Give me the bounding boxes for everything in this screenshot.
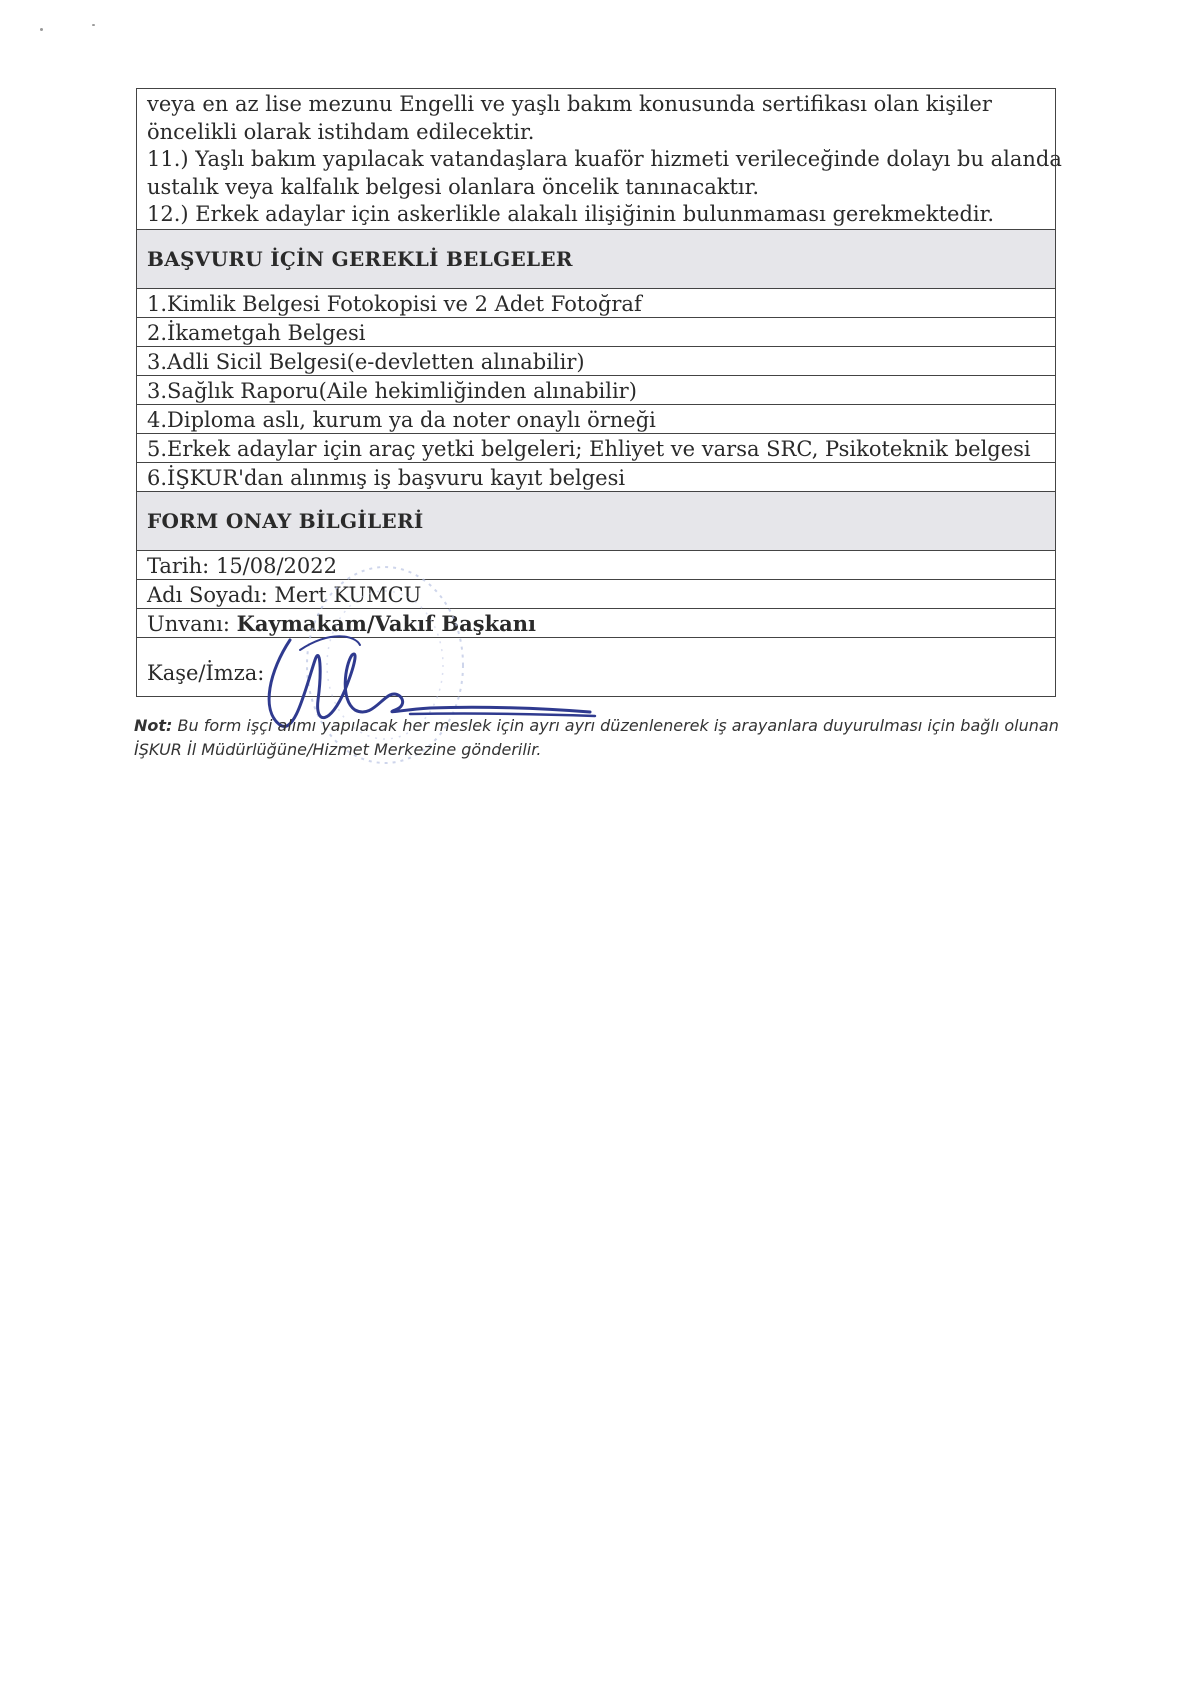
date-row: [137, 551, 1055, 580]
footnote-label: Not:: [134, 716, 173, 735]
criteria-line: 12.) Erkek adaylar için askerlikle alakalı ilişiğinin bulunmaması gerekmektedir.: [147, 202, 995, 226]
document-item: 1.Kimlik Belgesi Fotokopisi ve 2 Adet Fotoğraf: [137, 289, 1055, 318]
footnote: [134, 714, 1064, 762]
date-label: Tarih:: [147, 553, 210, 578]
criteria-line: 11.) Yaşlı bakım yapılacak vatandaşlara kuaför hizmeti verileceğinde dolayı bu alanda: [147, 147, 1062, 171]
documents-section-header: BAŞVURU İÇİN GEREKLİ BELGELER: [137, 230, 1055, 289]
criteria-line: ustalık veya kalfalık belgesi olanlara öncelik tanınacaktır.: [147, 174, 760, 199]
scan-speck: [92, 24, 95, 26]
signature-label: Kaşe/İmza:: [147, 660, 265, 685]
title-row: [137, 609, 1055, 638]
name-row: [137, 580, 1055, 609]
approval-section-header: FORM ONAY BİLGİLERİ: [137, 492, 1055, 551]
name-value: Mert KUMCU: [274, 582, 422, 607]
document-item: 4.Diploma aslı, kurum ya da noter onaylı örneği: [137, 405, 1055, 434]
document-item: 5.Erkek adaylar için araç yetki belgeleri; Ehliyet ve varsa SRC, Psikoteknik belgesi: [137, 434, 1055, 463]
signature-row: [137, 638, 1055, 696]
document-item: 3.Sağlık Raporu(Aile hekimliğinden alınabilir): [137, 376, 1055, 405]
form-table: [136, 88, 1062, 697]
document-item: 3.Adli Sicil Belgesi(e-devletten alınabilir): [137, 347, 1055, 376]
scan-speck: [40, 28, 43, 31]
date-value: 15/08/2022: [215, 553, 337, 578]
criteria-line: veya en az lise mezunu Engelli ve yaşlı bakım konusunda sertifikası olan kişiler: [147, 92, 992, 116]
document-item: 2.İkametgah Belgesi: [137, 318, 1055, 347]
name-label: Adı Soyadı:: [147, 582, 268, 607]
document-item: 6.İŞKUR'dan alınmış iş başvuru kayıt belgesi: [137, 463, 1055, 492]
footnote-text: Bu form işçi alımı yapılacak her meslek için ayrı ayrı düzenlenerek iş arayanlara duyurulması için bağlı olunan İŞKUR İl Müdürlüğüne/Hizmet Merkezine gönderilir.: [134, 716, 1059, 759]
criteria-text-block: [137, 89, 1062, 230]
title-value: Kaymakam/Vakıf Başkanı: [236, 610, 536, 636]
criteria-line: öncelikli olarak istihdam edilecektir.: [147, 119, 535, 144]
title-label: Unvanı:: [147, 611, 230, 636]
